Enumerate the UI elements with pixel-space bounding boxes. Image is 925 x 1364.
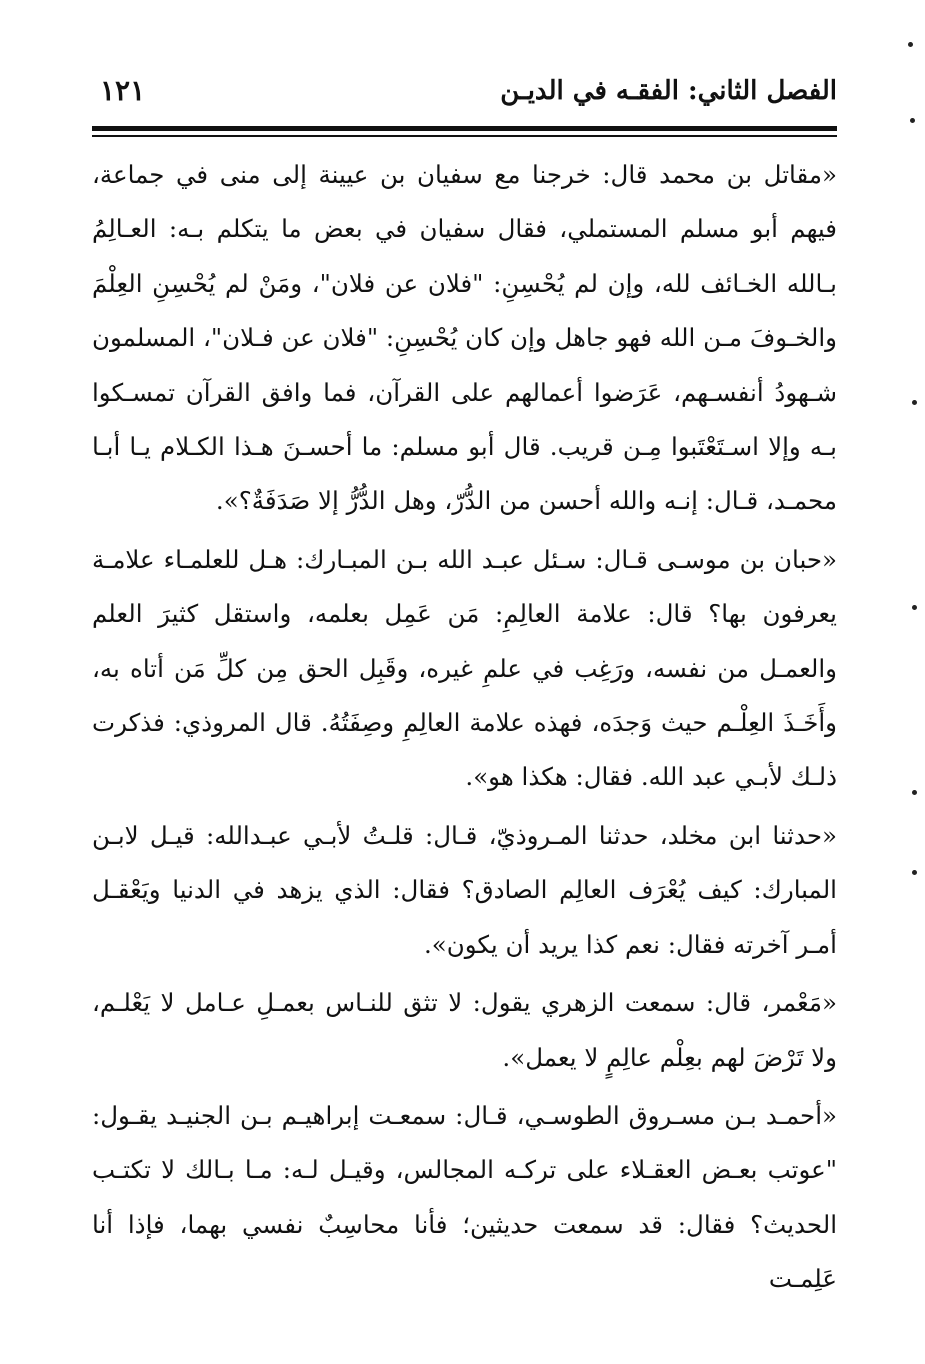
page-number: ١٢١ <box>100 74 146 107</box>
margin-mark <box>908 42 913 47</box>
margin-mark <box>912 400 917 405</box>
paragraph-hibban: «حبان بن موسـى قـال: سـئل عبـد الله بـن المبـارك: هـل للعلمـاء علامـة يعرفون بها؟ قال: علامة العالِمِ: مَن عَمِل بعلمه، واستقل كثيرَ العلم والعمـل من نفسه، ورَغِب في علمِ غيره، وقَبِل الحق مِن كلِّ مَن أتاه به، وأَخَـذَ العِلْـم حيث وَجدَه، فهذه علامة العالِمِ وصِفَتُهُ. قال المروذي: فذكرت ذلـك لأبـي عبد الله. فقال: هكذا هو». <box>92 544 837 792</box>
paragraph-ibn-makhlad: «حدثنا ابن مخلد، حدثنا المـروذيّ، قـال: قلـتُ لأبـي عبـدالله: قيـل لابـن المبارك: كيف يُعْرَف العالِم الصادق؟ فقال: الذي يزهد في الدنيا ويَعْقـل أمـر آخرته فقال: نعم كذا يريد أن يكون». <box>92 820 837 959</box>
paragraph-mamar: «مَعْمر، قال: سمعت الزهري يقول: لا تثق للنـاس بعمـلِ عـامل لا يَعْلـم، ولا تَرْضَ لهم بعِلْم عالِمٍ لا يعمل». <box>92 988 837 1072</box>
margin-mark <box>912 790 917 795</box>
page-header <box>92 72 837 122</box>
header-rule-thin <box>92 135 837 137</box>
chapter-title: الفصل الثاني: الفقـه في الديـن <box>500 76 837 106</box>
paragraph-muqatil: «مقاتل بن محمد قال: خرجنا مع سفيان بن عيينة إلى منى في جماعة، فيهم أبو مسلم المستملي، فقال سفيان في بعض ما يتكلم بـه: العـالِمُ بـالله الخـائف لله، وإن لم يُحْسِنِ: "فلان عن فلان"، ومَنْ لم يُحْسِنِ العِلْمَ والخـوفَ مـن الله فهو جاهل وإن كان يُحْسِنِ: "فلان عن فـلان"، المسلمون شـهودُ أنفسـهم، عَرَضوا أعمالهم على القرآن، فما وافق القرآن تمسـكوا بـه وإلا اسـتَعْتَبوا مِـن قريب. قال أبو مسلم: ما أحسـنَ هـذا الكـلام يـا أبـا محمـد، قـال: إنـه والله أحسن من الدُّرّ، وهل الدُّرُّ إلا صَدَفَةٌ؟». <box>92 160 837 516</box>
header-rule-thick <box>92 126 837 131</box>
paragraph-ahmad-ibn-masruq: «أحمـد بـن مسـروق الطوسـي، قـال: سمعـت إبراهيـم بـن الجنيـد يقـول: "عوتب بعـض العقـلاء على تركـه المجالس، وقيـل لـه: مـا بـالك لا تكتـب الحديث؟ فقال: قد سمعت حديثين؛ فأنا محاسِبٌ نفسي بهما، فإذا أنا عَلِمـت <box>92 1100 837 1294</box>
margin-mark <box>912 870 917 875</box>
margin-mark <box>912 605 917 610</box>
margin-mark <box>910 118 915 123</box>
body-text <box>92 148 837 1311</box>
